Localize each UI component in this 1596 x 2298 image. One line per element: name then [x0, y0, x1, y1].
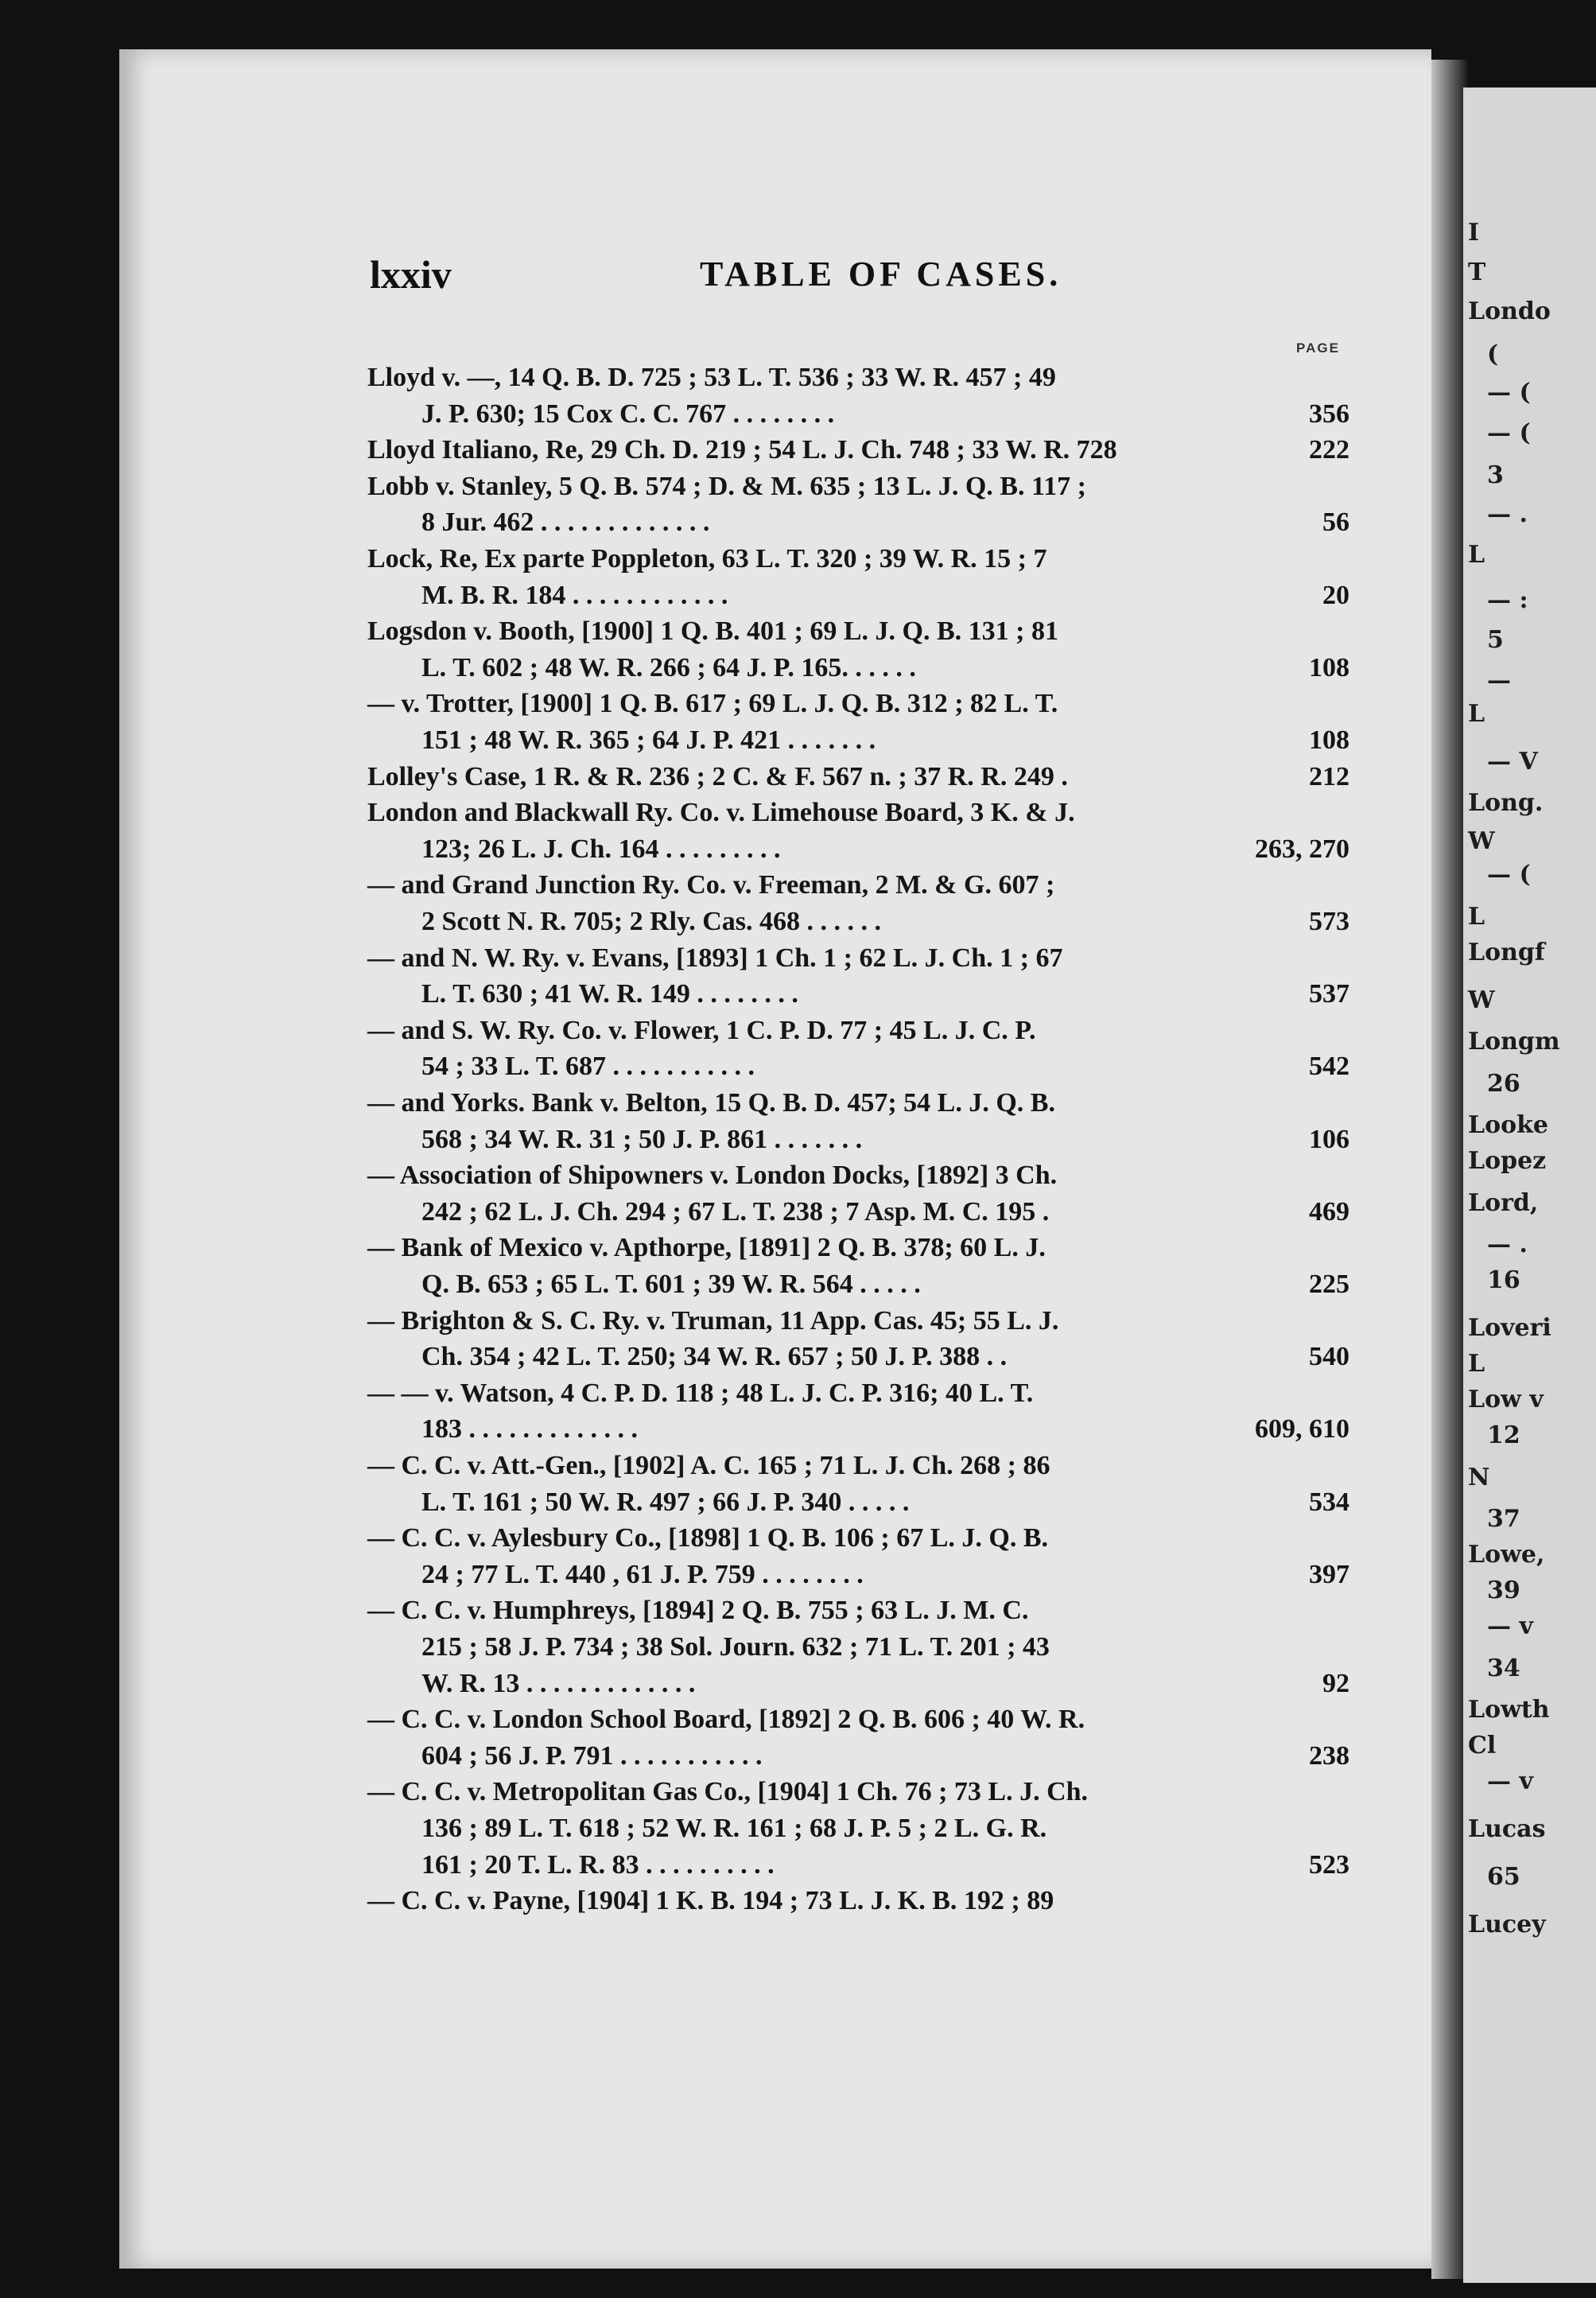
case-entry: Lock, Re, Ex parte Poppleton, 63 L. T. 320 ; 39 W. R. 15 ; 7 — [367, 544, 1047, 574]
case-entry: Lloyd Italiano, Re, 29 Ch. D. 219 ; 54 L. J. Ch. 748 ; 33 W. R. 728 — [367, 435, 1117, 465]
case-entry: Lobb v. Stanley, 5 Q. B. 574 ; D. & M. 635 ; 13 L. J. Q. B. 117 ; — [367, 471, 1086, 501]
facing-page-fragment: W — [1468, 827, 1495, 855]
facing-page-fragment: L — [1468, 699, 1485, 728]
facing-page-fragment: 37 — [1487, 1505, 1520, 1533]
facing-page-fragment: Low v — [1468, 1386, 1544, 1413]
facing-page-fragment: — . — [1487, 1231, 1528, 1258]
page-reference: 356 — [1309, 399, 1349, 429]
book-spine — [1431, 60, 1467, 2279]
page-reference: 108 — [1309, 725, 1349, 755]
facing-page-fragment: — v — [1487, 1612, 1533, 1640]
page-reference: 56 — [1322, 507, 1349, 538]
facing-page-fragment: Lopez — [1468, 1147, 1547, 1175]
facing-page-fragment: 39 — [1487, 1577, 1520, 1604]
facing-page-fragment: — ( — [1487, 379, 1531, 406]
case-entry-continuation: 54 ; 33 L. T. 687 . . . . . . . . . . . — [421, 1052, 755, 1082]
case-entry: London and Blackwall Ry. Co. v. Limehouse Board, 3 K. & J. — [367, 798, 1075, 828]
facing-page-fragment: Lowe, — [1468, 1541, 1545, 1569]
case-entry: — Brighton & S. C. Ry. v. Truman, 11 App. Cas. 45; 55 L. J. — [367, 1305, 1059, 1336]
page-reference: 106 — [1309, 1124, 1349, 1154]
facing-page-fragment: L — [1468, 541, 1485, 569]
case-entry-continuation: J. P. 630; 15 Cox C. C. 767 . . . . . . . . — [421, 399, 835, 429]
case-entry-continuation: 161 ; 20 T. L. R. 83 . . . . . . . . . . — [421, 1849, 775, 1880]
facing-page-fragment: — v — [1487, 1767, 1533, 1795]
page-reference: 540 — [1309, 1342, 1349, 1372]
facing-page-fragment: Looke — [1468, 1111, 1548, 1139]
case-entry-continuation: 2 Scott N. R. 705; 2 Rly. Cas. 468 . . . . . . — [421, 907, 881, 936]
page-reference: 537 — [1309, 979, 1349, 1009]
page-reference: 238 — [1309, 1740, 1349, 1771]
case-entry: — and S. W. Ry. Co. v. Flower, 1 C. P. D. 77 ; 45 L. J. C. P. — [367, 1015, 1036, 1045]
case-entry-continuation: L. T. 602 ; 48 W. R. 266 ; 64 J. P. 165. . . . . . — [421, 652, 916, 682]
facing-page-fragment: Lucas — [1468, 1815, 1546, 1843]
facing-page-fragment: Loveri — [1468, 1314, 1551, 1342]
page-reference: 222 — [1309, 435, 1349, 465]
page-reference: 212 — [1309, 761, 1349, 791]
facing-page-fragment: 26 — [1487, 1069, 1520, 1098]
case-entry-continuation: L. T. 161 ; 50 W. R. 497 ; 66 J. P. 340 . . . . . — [421, 1487, 910, 1517]
case-entry-continuation: M. B. R. 184 . . . . . . . . . . . . — [421, 580, 728, 610]
facing-page-fragment: 65 — [1487, 1863, 1520, 1891]
case-entry: — — v. Watson, 4 C. P. D. 118 ; 48 L. J. C. P. 316; 40 L. T. — [367, 1378, 1034, 1408]
facing-page-fragment: Londo — [1468, 297, 1551, 325]
facing-page-fragment: 5 — [1487, 625, 1504, 654]
facing-page-fragment: — ( — [1487, 861, 1531, 888]
case-entry-continuation: W. R. 13 . . . . . . . . . . . . . — [421, 1668, 696, 1698]
page-reference: 225 — [1309, 1270, 1349, 1299]
facing-page-fragment: Lucey — [1468, 1911, 1546, 1938]
page-reference: 108 — [1309, 652, 1349, 682]
facing-page-fragment: Cl — [1468, 1732, 1497, 1759]
facing-page-fragment: ( — [1487, 340, 1499, 368]
facing-page-fragment: 3 — [1487, 461, 1504, 489]
page-reference: 20 — [1322, 580, 1349, 610]
case-entry: Lolley's Case, 1 R. & R. 236 ; 2 C. & F. 567 n. ; 37 R. R. 249 . — [367, 761, 1068, 791]
page-reference: 542 — [1309, 1052, 1349, 1082]
facing-page-fragment: N — [1468, 1463, 1490, 1491]
case-entry-continuation: 123; 26 L. J. Ch. 164 . . . . . . . . . — [421, 834, 781, 864]
facing-page-fragment: — . — [1487, 500, 1528, 528]
page-reference: 609, 610 — [1255, 1414, 1349, 1445]
facing-page-fragment: 16 — [1487, 1266, 1520, 1294]
facing-page-fragment: — V — [1487, 747, 1538, 776]
case-entry-continuation: 183 . . . . . . . . . . . . . — [421, 1414, 638, 1445]
facing-page-fragment: Longf — [1468, 938, 1545, 966]
facing-page-fragment: L — [1468, 1350, 1485, 1378]
case-entry: — C. C. v. Humphreys, [1894] 2 Q. B. 755 ; 63 L. J. M. C. — [367, 1596, 1029, 1626]
case-entry: — C. C. v. London School Board, [1892] 2 Q. B. 606 ; 40 W. R. — [367, 1705, 1085, 1735]
facing-page-fragment: 12 — [1487, 1421, 1520, 1449]
case-entry: — Association of Shipowners v. London Docks, [1892] 3 Ch. — [367, 1161, 1058, 1191]
case-entry: — C. C. v. Att.-Gen., [1902] A. C. 165 ; 71 L. J. Ch. 268 ; 86 — [367, 1451, 1050, 1480]
case-entry-continuation: 604 ; 56 J. P. 791 . . . . . . . . . . . — [421, 1740, 763, 1771]
facing-page-fragment: I — [1468, 219, 1480, 247]
page-number: lxxiv — [370, 252, 452, 297]
case-entry: — and N. W. Ry. v. Evans, [1893] 1 Ch. 1 ; 62 L. J. Ch. 1 ; 67 — [367, 943, 1063, 973]
facing-page-fragment: — ( — [1487, 419, 1531, 447]
facing-page-fragment: Lord, — [1468, 1188, 1539, 1217]
case-entry: — C. C. v. Metropolitan Gas Co., [1904] 1 Ch. 76 ; 73 L. J. Ch. — [367, 1777, 1089, 1807]
case-entry-continuation: 242 ; 62 L. J. Ch. 294 ; 67 L. T. 238 ; 7 Asp. M. C. 195 . — [421, 1196, 1050, 1227]
facing-page-fragment: — : — [1487, 586, 1528, 614]
case-entry: — C. C. v. Payne, [1904] 1 K. B. 194 ; 73 L. J. K. B. 192 ; 89 — [367, 1886, 1054, 1916]
facing-page-fragment: Longm — [1468, 1028, 1560, 1056]
case-entry: — and Yorks. Bank v. Belton, 15 Q. B. D. 457; 54 L. J. Q. B. — [367, 1088, 1055, 1118]
case-entry: Lloyd v. —, 14 Q. B. D. 725 ; 53 L. T. 536 ; 33 W. R. 457 ; 49 — [367, 363, 1056, 392]
facing-page-fragment: Lowth — [1468, 1696, 1550, 1724]
page-reference: 534 — [1309, 1487, 1349, 1517]
facing-page-fragment: Long. — [1468, 789, 1544, 817]
case-entry: — v. Trotter, [1900] 1 Q. B. 617 ; 69 L. J. Q. B. 312 ; 82 L. T. — [367, 689, 1058, 719]
facing-page-fragment: — — [1487, 666, 1511, 694]
case-entry-continuation: 136 ; 89 L. T. 618 ; 52 W. R. 161 ; 68 J. P. 5 ; 2 L. G. R. — [421, 1814, 1047, 1843]
case-entry-continuation: Ch. 354 ; 42 L. T. 250; 34 W. R. 657 ; 50 J. P. 388 . . — [421, 1342, 1008, 1372]
case-entry-continuation: Q. B. 653 ; 65 L. T. 601 ; 39 W. R. 564 . . . . . — [421, 1270, 921, 1299]
page-reference: 573 — [1309, 907, 1349, 936]
page-column-label: PAGE — [1296, 340, 1340, 356]
facing-page-fragment: T — [1468, 258, 1486, 286]
page-reference: 263, 270 — [1255, 834, 1349, 864]
facing-page-fragment: L — [1468, 902, 1485, 931]
case-entry-continuation: 8 Jur. 462 . . . . . . . . . . . . . — [421, 507, 710, 538]
page-reference: 397 — [1309, 1559, 1349, 1589]
running-title: TABLE OF CASES. — [700, 255, 1062, 294]
case-entry-continuation: 215 ; 58 J. P. 734 ; 38 Sol. Journ. 632 ; 71 L. T. 201 ; 43 — [421, 1632, 1050, 1662]
page-reference: 469 — [1309, 1196, 1349, 1227]
facing-page-fragment: 34 — [1487, 1654, 1520, 1682]
case-entry: — C. C. v. Aylesbury Co., [1898] 1 Q. B. 106 ; 67 L. J. Q. B. — [367, 1523, 1049, 1553]
right-page — [1463, 87, 1596, 2283]
case-entry: Logsdon v. Booth, [1900] 1 Q. B. 401 ; 69 L. J. Q. B. 131 ; 81 — [367, 616, 1058, 647]
case-entry-continuation: 24 ; 77 L. T. 440 , 61 J. P. 759 . . . . . . . . — [421, 1559, 864, 1589]
page-reference: 523 — [1309, 1849, 1349, 1880]
page-reference: 92 — [1322, 1668, 1349, 1698]
case-entry-continuation: 568 ; 34 W. R. 31 ; 50 J. P. 861 . . . . . . . — [421, 1124, 863, 1154]
case-entry: — and Grand Junction Ry. Co. v. Freeman, 2 M. & G. 607 ; — [367, 870, 1055, 900]
case-entry-continuation: 151 ; 48 W. R. 365 ; 64 J. P. 421 . . . . . . . — [421, 725, 876, 755]
case-entry-continuation: L. T. 630 ; 41 W. R. 149 . . . . . . . . — [421, 979, 798, 1009]
facing-page-fragment: W — [1468, 986, 1495, 1014]
case-entry: — Bank of Mexico v. Apthorpe, [1891] 2 Q. B. 378; 60 L. J. — [367, 1233, 1046, 1263]
